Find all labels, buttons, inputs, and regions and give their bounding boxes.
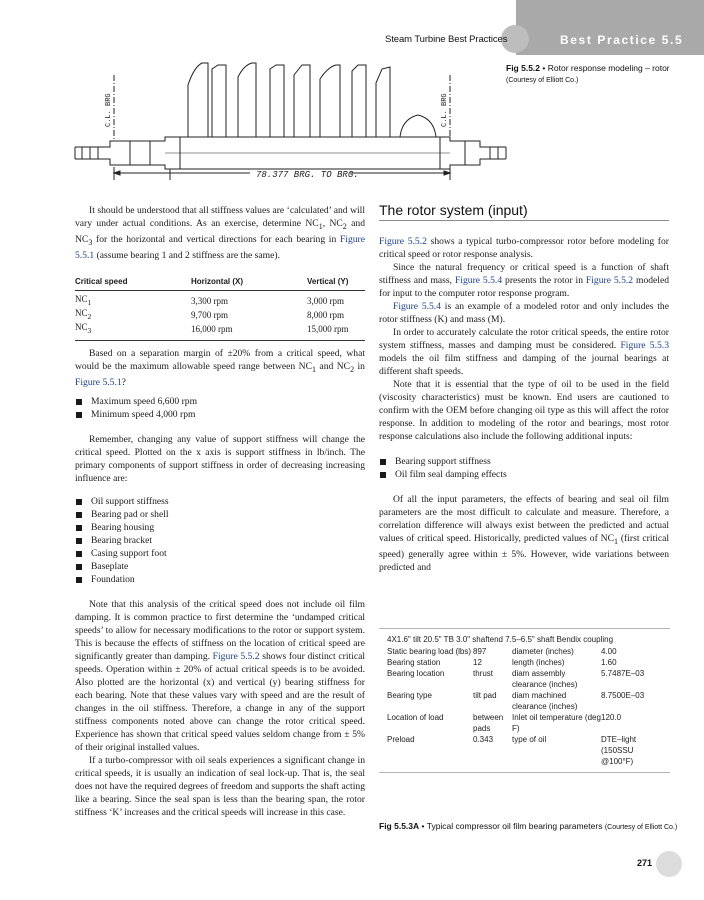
table-row: [379, 690, 670, 712]
table-cell: 3,300 rpm: [191, 295, 228, 306]
table-cell: type of oil: [512, 735, 547, 744]
list-item: Maximum speed 6,600 rpm: [75, 395, 365, 408]
table-cell: thrust: [473, 669, 494, 678]
table-row: [75, 308, 365, 322]
column-header: Critical speed: [75, 272, 191, 291]
text: in: [354, 360, 365, 372]
text: models the oil film stiffness and damping of the journal bearings at different shaft speeds.: [379, 353, 669, 377]
table-cell: 8.7500E–03: [601, 691, 645, 700]
subscript: 2: [350, 364, 355, 374]
figure-link[interactable]: Figure 5.5.4: [454, 275, 503, 286]
table-cell: diam machined clearance (inches): [512, 691, 578, 711]
table-cell: Bearing station: [387, 658, 441, 667]
figure-number: Fig 5.5.3A: [379, 821, 420, 831]
table-row: [379, 657, 670, 668]
figure-credit: (Courtesy of Elliott Co.): [506, 77, 579, 84]
right-bearing-label: C.L. BRG: [441, 93, 449, 127]
figure-link[interactable]: Figure 5.5.1: [75, 376, 122, 388]
bullet-list: [75, 495, 365, 586]
text: In order to accurately calculate the rotor critical speeds, the entire rotor system stiffness, masses and damping must be considered.: [379, 327, 669, 351]
table-cell: 4.00: [601, 647, 617, 656]
table-row: [379, 646, 670, 657]
table-cell: [75, 308, 191, 322]
figure-caption-5-5-3a: Fig 5.5.3A • Typical compressor oil film bearing parameters (Courtesy of Elliott Co.): [379, 821, 678, 831]
subscript: 1: [318, 221, 323, 231]
figure-link[interactable]: Figure 5.5.2: [585, 275, 634, 286]
table-cell: [75, 322, 191, 340]
subscript: 1: [87, 297, 92, 307]
paragraph: [75, 598, 365, 754]
paragraph: [379, 300, 669, 326]
table-row: [75, 322, 365, 340]
subscript: 2: [342, 221, 347, 231]
paragraph: [75, 347, 365, 389]
text: shows a typical turbo-compressor rotor before modeling for critical speed or rotor response analysis.: [379, 236, 669, 260]
left-bearing-label: C.L. BRG: [105, 93, 113, 127]
critical-speed-table: [75, 272, 365, 341]
left-column: [75, 204, 365, 819]
list-item: Oil film seal damping effects: [379, 468, 669, 481]
figure-link[interactable]: Figure 5.5.3: [620, 340, 669, 351]
subscript: 3: [87, 326, 92, 336]
table-header-row: [75, 272, 365, 291]
page-number: 271: [637, 858, 653, 868]
text: shows four distinct critical speeds. Operation within ± 20% of actual critical speeds is to be avoided. Also plotted are the horizontal (x) and vertical (y) bearing stiffness for each bearing. Note that these values vary with speed and are the result of changes in the oil stiffness. Therefore, a change in any of the support stiffness components noted above can change the rotor critical speed. Experience has shown that critical speed values seldom change from ± 5% of their original installed values.: [75, 650, 366, 753]
text: presents the rotor in: [502, 275, 586, 286]
paragraph: Remember, changing any value of support stiffness will change the critical speed. Plotted on the x axis is support stiffness in lb/inch. The primary components of support stiffness in order of decreasing increasing influence are:: [75, 433, 365, 484]
bearing-span-label: 78.377 BRG. TO BRG.: [256, 170, 359, 180]
subscript: 1: [311, 364, 316, 374]
text: for the horizontal and vertical directions for each bearing in: [92, 233, 340, 245]
list-item: Bearing pad or shell: [75, 508, 365, 521]
list-item: Minimum speed 4,000 rpm: [75, 408, 365, 421]
table-cell: 8,000 rpm: [307, 310, 344, 320]
table-cell: [75, 290, 191, 308]
table-cell: diameter (inches): [512, 647, 574, 656]
list-item: Baseplate: [75, 560, 365, 573]
page-number-circle: [656, 851, 682, 877]
spacer: [75, 485, 365, 489]
figure-link[interactable]: Figure 5.5.2: [379, 236, 427, 247]
table-cell: Preload: [387, 735, 415, 744]
subscript: 1: [613, 536, 618, 546]
table-title: 4X1.6" tilt 20.5" TB 3.0" shaftend 7.5–6.5" shaft Bendix coupling: [387, 635, 614, 644]
table-cell: 15,000 rpm: [307, 322, 365, 340]
table-cell: Inlet oil temperature (deg F): [512, 713, 601, 733]
list-item: Bearing bracket: [75, 534, 365, 547]
table-cell: 120.0: [601, 713, 622, 722]
table-cell: Bearing location: [387, 669, 445, 678]
running-title: Steam Turbine Best Practices: [385, 34, 508, 45]
table-cell: diam assembly clearance (inches): [512, 669, 578, 689]
table-cell: Location of load: [387, 713, 444, 722]
cell-text: NC: [75, 293, 88, 304]
table-cell: 1.60: [601, 658, 617, 667]
table-row: [379, 734, 670, 767]
column-header: Horizontal (X): [191, 272, 307, 291]
cell-text: NC: [75, 308, 88, 319]
table-cell: 0.343: [473, 735, 494, 744]
section-label: Best Practice 5.5: [560, 33, 684, 47]
bullet-list: [75, 395, 365, 421]
table-cell: 3,000 rpm: [307, 295, 344, 306]
paragraph: [379, 235, 669, 261]
table-cell: DTE–light (150SSU @100°F): [601, 735, 637, 766]
text: modeled for input to the computer rotor response program.: [379, 275, 670, 299]
table-cell: 16,000 rpm: [191, 322, 307, 340]
list-item: Bearing housing: [75, 521, 365, 534]
list-item: Bearing support stiffness: [379, 455, 669, 468]
figure-link[interactable]: Figure 5.5.1: [75, 233, 365, 261]
list-item: Oil support stiffness: [75, 495, 365, 508]
table-cell: Static bearing load (lbs): [387, 647, 472, 656]
right-column: [379, 204, 669, 574]
figure-caption-5-5-2: Fig 5.5.2 • Rotor response modeling – rotor (Courtesy of Elliott Co.): [506, 63, 670, 84]
text: Note that this analysis of the critical speed does not include oil film damping. It is common practice to first determine the ‘undamped critical speeds’ to allow for necessary modifications to the rotor or support system. This is because the effects of stiffness on the location of critical speed are significantly greater than damping.: [75, 598, 365, 662]
text: ?: [121, 376, 126, 388]
text: Based on a separation margin of ±20% from a critical speed, what would be the maximum allowable speed range between NC: [75, 347, 365, 372]
figure-number: Fig 5.5.2: [506, 63, 541, 73]
text: , NC: [322, 218, 343, 229]
spacer: [379, 443, 669, 449]
figure-caption-text: Typical compressor oil film bearing parameters: [426, 821, 603, 831]
section-heading: The rotor system (input): [379, 204, 669, 221]
paragraph: If a turbo-compressor with oil seals experiences a significant change in critical speeds, it is usually an indication of seal lock-up. That is, the seal does not have the required degrees of freedom and supports the shaft acting like a bearing. Since the seal span is less than the bearing span, the rotor stiffness ‘K’ increases and the critical speeds will increase in this case.: [75, 754, 365, 818]
table-cell: tilt pad: [473, 691, 497, 700]
text: (assume bearing 1 and 2 stiffness are the same).: [94, 249, 280, 261]
list-item: Casing support foot: [75, 547, 365, 560]
text: Since the natural frequency or critical speed is a function of shaft stiffness and mass,: [379, 262, 669, 286]
paragraph: Note that it is essential that the type of oil to be used in the field (viscosity characteristics) must be known. End users are cautioned to confirm with the OEM before changing oil type as this will affect the rotor response. In addition to modeling of the rotor and bearings, most rotor response calculations also include the following additional inputs:: [379, 379, 669, 442]
text: (first critical speed) generally agree within ± 5%. However, wide variations between predicted and: [379, 533, 669, 573]
rotor-drawing: [70, 55, 510, 180]
paragraph: [379, 493, 669, 574]
table-row: [379, 668, 670, 690]
table-cell: between pads: [473, 713, 504, 733]
figure-link[interactable]: Figure 5.5.2: [212, 650, 260, 662]
figure-credit: (Courtesy of Elliott Co.): [604, 824, 678, 831]
text: and NC: [315, 360, 351, 372]
cell-text: NC: [75, 322, 88, 333]
table-cell: 12: [473, 658, 482, 667]
bearing-parameter-table: [379, 628, 670, 773]
column-header: Vertical (Y): [307, 272, 365, 291]
paragraph: [75, 204, 365, 262]
table-row: [75, 290, 365, 308]
table-cell: length (inches): [512, 658, 565, 667]
text: and NC: [75, 218, 366, 245]
list-item: Foundation: [75, 573, 365, 586]
paragraph: [379, 326, 669, 378]
text: It should be understood that all stiffness values are ‘calculated’ and will vary under actual conditions. As an exercise, determine NC: [75, 205, 365, 229]
text: Of all the input parameters, the effects of bearing and seal oil film parameters are the most difficult to calculate and measure. Therefore, a correlation difference will always exist between the predicted and actual values of critical speed. Historically, predicted values of NC: [379, 494, 669, 544]
table-cell: Bearing type: [387, 691, 432, 700]
bullet-list: [379, 455, 669, 481]
figure-link[interactable]: Figure 5.5.4: [393, 301, 442, 312]
subscript: 2: [87, 311, 92, 321]
table-cell: 897: [473, 647, 487, 656]
subscript: 3: [88, 237, 93, 247]
figure-caption-text: Rotor response modeling – rotor: [547, 63, 670, 73]
paragraph: [379, 261, 669, 300]
text: is an example of a modeled rotor and only includes the rotor stiffness (K) and mass (M).: [379, 301, 669, 325]
table-cell: 9,700 rpm: [191, 310, 228, 320]
table-row: [379, 712, 670, 734]
table-cell: 5.7487E–03: [601, 669, 645, 678]
